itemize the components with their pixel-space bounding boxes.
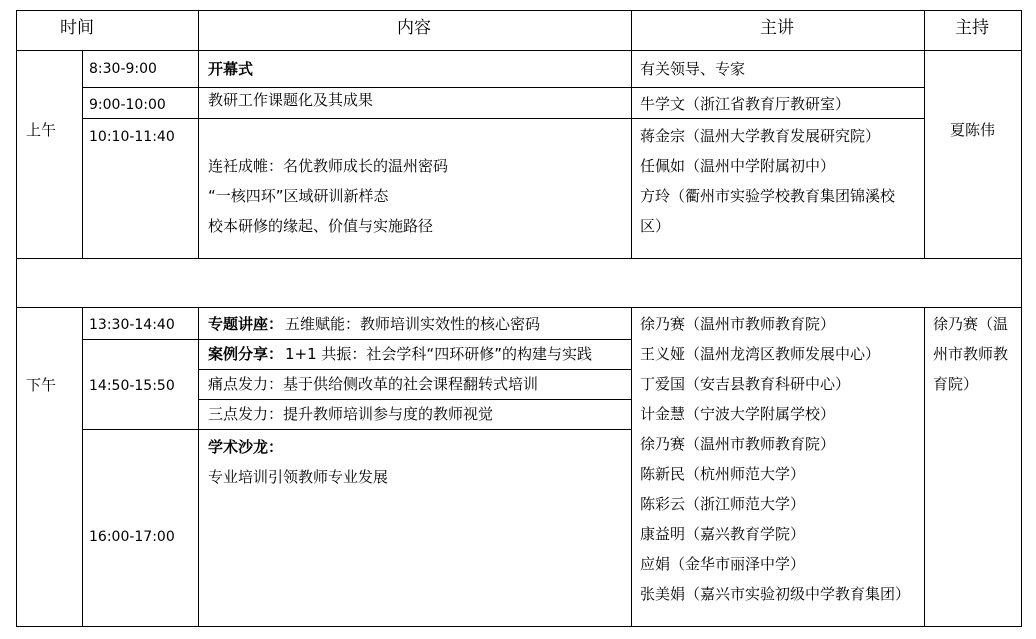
speaker: 陈彩云（浙江师范大学） [640,495,806,513]
speaker: 康益明（嘉兴教育学院） [640,525,806,543]
session-label: 案例分享： [208,345,284,363]
morning-host: 夏陈伟 [950,121,996,139]
rule-pm-time1 [82,339,198,340]
afternoon-host: 育院） [933,375,979,393]
rule-top [16,10,1022,11]
rule-col-time-a [198,10,199,258]
time-slot: 10:10-11:40 [89,129,175,145]
time-slot: 13:30-14:40 [89,317,175,333]
time-slot: 14:50-15:50 [89,378,175,394]
session-label: 学术沙龙： [208,438,284,456]
rule-header [16,50,1022,51]
rule-row1 [82,87,924,88]
speaker: 张美娟（嘉兴市实验初级中学教育集团） [640,585,911,603]
session-label: 专题讲座： [208,315,284,333]
session-item: 连衽成帷：名优教师成长的温州密码 [208,157,449,175]
rule-pm-content1 [198,339,631,340]
speaker: 徐乃赛（温州市教师教育院） [640,435,836,453]
session-title: 教研工作课题化及其成果 [208,91,374,109]
header-speaker: 主讲 [760,18,794,38]
rule-col-content-b [631,307,632,626]
session-title: 开幕式 [208,60,254,78]
rule-col-speaker-b [924,307,925,626]
session-title: 五维赋能：教师培训实效性的核心密码 [285,315,541,333]
afternoon-host: 州市教师教 [933,345,1009,363]
speaker: 王义娅（温州龙湾区教师发展中心） [640,345,881,363]
speaker: 计金慧（宁波大学附属学校） [640,405,836,423]
rule-col-period-b [82,307,83,626]
rule-right [1021,10,1022,627]
afternoon-period: 下午 [26,376,57,394]
time-slot: 8:30-9:00 [89,61,157,77]
header-content: 内容 [397,18,431,38]
rule-afternoon-start [16,307,1022,308]
speaker: 丁爱国（安吉县教育科研中心） [640,375,851,393]
session-title: 专业培训引领教师专业发展 [208,468,389,486]
rule-pm-content3 [198,399,631,400]
speaker: 陈新民（杭州师范大学） [640,465,806,483]
header-time: 时间 [60,18,94,38]
time-slot: 16:00-17:00 [89,529,175,545]
speaker: 徐乃赛（温州市教师教育院） [640,315,836,333]
speaker: 区） [640,217,671,235]
speaker: 有关领导、专家 [640,60,746,78]
session-item: 三点发力：提升教师培训参与度的教师视觉 [208,405,494,423]
rule-bottom [16,626,1022,627]
afternoon-host: 徐乃赛（温 [933,315,1009,333]
header-host: 主持 [955,18,989,38]
morning-period: 上午 [26,121,57,139]
speaker: 方玲（衢州市实验学校教育集团锦溪校 [640,187,896,205]
rule-left [16,10,17,627]
rule-col-period-a [82,50,83,258]
rule-pm-content2 [198,369,631,370]
speaker: 任佩如（温州中学附属初中） [640,157,836,175]
rule-col-speaker-a [924,10,925,258]
rule-col-time-b [198,307,199,626]
speaker: 蒋金宗（温州大学教育发展研究院） [640,127,881,145]
time-slot: 9:00-10:00 [89,97,166,113]
rule-morning-end [16,258,1022,259]
rule-pm-time2 [82,429,631,430]
session-item: “一核四环”区域研训新样态 [208,187,389,205]
speaker: 应娟（金华市丽泽中学） [640,555,806,573]
session-item: 痛点发力：基于供给侧改革的社会课程翻转式培训 [208,375,539,393]
session-title: 1+1 共振：社会学科“四环研修”的构建与实践 [285,345,592,363]
rule-row2 [82,118,924,119]
session-item: 校本研修的缘起、价值与实施路径 [208,217,434,235]
speaker: 牛学文（浙江省教育厅教研室） [640,95,851,113]
rule-col-content-a [631,10,632,258]
